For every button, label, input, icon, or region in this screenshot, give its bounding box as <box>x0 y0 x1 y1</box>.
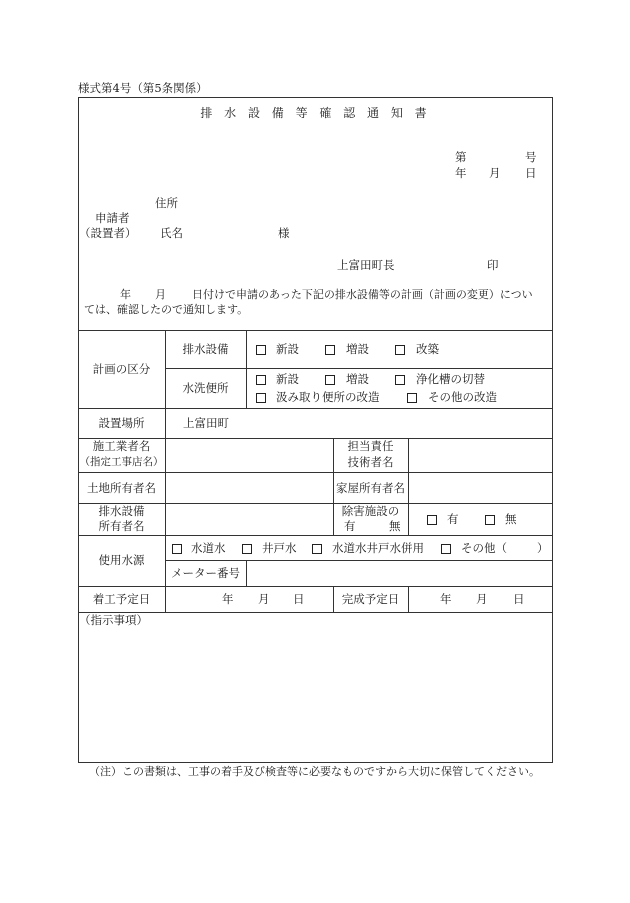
water-source-label: 使用水源 <box>98 553 145 567</box>
table-rule-h <box>78 586 553 587</box>
completion-date-month: 月 <box>476 592 488 606</box>
start-date-month: 月 <box>258 592 270 606</box>
notice-number-prefix: 第 <box>455 150 467 164</box>
table-rule-h <box>78 472 553 473</box>
drainage-option-extend: 増設 <box>346 342 369 356</box>
location-value: 上富田町 <box>183 416 229 430</box>
checkbox-water-tap <box>172 544 182 554</box>
table-rule-h <box>78 535 553 536</box>
document-title: 排 水 設 備 等 確 認 通 知 書 <box>200 106 431 120</box>
toilet-option-extend: 増設 <box>346 372 369 386</box>
toilet-option-new: 新設 <box>276 372 299 386</box>
body-line1: 日付けで申請のあった下記の排水設備等の計画（計画の変更）につい <box>192 288 533 301</box>
table-rule-v <box>246 560 247 586</box>
hazard-option-yes: 有 <box>447 512 459 526</box>
checkbox-toilet-septic <box>395 375 405 385</box>
checkbox-toilet-extend <box>325 375 335 385</box>
toilet-option-septic: 浄化槽の切替 <box>416 372 485 386</box>
table-rule-h <box>78 408 553 409</box>
notice-date-day: 日 <box>525 166 537 180</box>
table-rule-h <box>78 612 553 613</box>
hazard-facility-label-yes: 有 <box>344 519 356 533</box>
footer-note: （注）この書類は、工事の着手及び検査等に必要なものですから大切に保管してください。 <box>89 765 540 778</box>
meter-number-label: メーター番号 <box>171 566 240 580</box>
contractor-label-line2: （指定工事店名） <box>79 456 164 468</box>
form-frame <box>78 97 553 763</box>
checkbox-drainage-extend <box>325 345 335 355</box>
checkbox-drainage-rebuild <box>395 345 405 355</box>
toilet-option-pit-conversion: 汲み取り便所の改造 <box>276 390 380 404</box>
applicant-name-label: 氏名 <box>160 226 183 240</box>
form-number: 様式第4号（第5条関係） <box>78 81 208 95</box>
drainage-option-new: 新設 <box>276 342 299 356</box>
house-owner-label: 家屋所有者名 <box>336 481 405 495</box>
contractor-label-line1: 施工業者名 <box>92 439 151 453</box>
drainage-option-rebuild: 改築 <box>416 342 439 356</box>
checkbox-water-well <box>242 544 252 554</box>
instructions-label: （指示事項） <box>79 613 148 627</box>
plan-category-label: 計画の区分 <box>92 362 151 376</box>
checkbox-hazard-yes <box>427 515 437 525</box>
issuer-title: 上富田町長 <box>337 258 395 272</box>
applicant-honorific: 様 <box>278 226 290 240</box>
applicant-address-label: 住所 <box>155 196 178 210</box>
table-rule-v <box>165 330 166 612</box>
table-rule-v <box>408 586 409 612</box>
checkbox-water-combined <box>312 544 322 554</box>
water-option-tap: 水道水 <box>191 541 226 555</box>
table-rule-v <box>408 438 409 535</box>
facility-owner-label-line1: 排水設備 <box>98 504 145 518</box>
hazard-facility-label-line1: 除害施設の <box>341 504 400 518</box>
water-option-combined: 水道水井戸水併用 <box>332 541 424 555</box>
drainage-label: 排水設備 <box>182 342 229 356</box>
engineer-label-line1: 担当責任 <box>347 439 394 453</box>
start-date-day: 日 <box>293 592 305 606</box>
location-label: 設置場所 <box>98 416 145 430</box>
water-option-well: 井戸水 <box>262 541 297 555</box>
issuer-seal: 印 <box>487 258 499 272</box>
hazard-option-no: 無 <box>505 512 517 526</box>
notice-date-month: 月 <box>489 166 501 180</box>
applicant-role-label: 申請者 <box>95 211 130 225</box>
checkbox-toilet-pit-conversion <box>256 393 266 403</box>
water-option-other-open: その他（ <box>461 541 507 555</box>
completion-date-day: 日 <box>513 592 525 606</box>
checkbox-water-other <box>441 544 451 554</box>
engineer-label-line2: 技術者名 <box>347 455 394 469</box>
body-month: 月 <box>155 288 166 301</box>
table-rule-h <box>165 560 553 561</box>
table-rule-h <box>78 330 553 331</box>
start-date-label: 着工予定日 <box>92 592 151 606</box>
table-rule-h <box>78 503 553 504</box>
water-option-other-close: ） <box>537 541 549 555</box>
toilet-option-other: その他の改造 <box>428 390 497 404</box>
checkbox-hazard-no <box>485 515 495 525</box>
notice-number-suffix: 号 <box>525 150 537 164</box>
completion-date-year: 年 <box>440 592 452 606</box>
toilet-label: 水洗便所 <box>182 381 229 395</box>
body-year: 年 <box>120 288 131 301</box>
table-rule-h <box>165 368 553 369</box>
facility-owner-label-line2: 所有者名 <box>98 519 145 533</box>
start-date-year: 年 <box>222 592 234 606</box>
body-line2: ては、確認したので通知します。 <box>84 303 249 316</box>
checkbox-toilet-new <box>256 375 266 385</box>
notice-date-year: 年 <box>455 166 467 180</box>
applicant-role-sub-label: （設置者） <box>79 226 137 240</box>
checkbox-drainage-new <box>256 345 266 355</box>
hazard-facility-label-no: 無 <box>389 519 401 533</box>
table-rule-v <box>246 330 247 408</box>
completion-date-label: 完成予定日 <box>341 592 400 606</box>
land-owner-label: 土地所有者名 <box>87 481 156 495</box>
checkbox-toilet-other <box>407 393 417 403</box>
